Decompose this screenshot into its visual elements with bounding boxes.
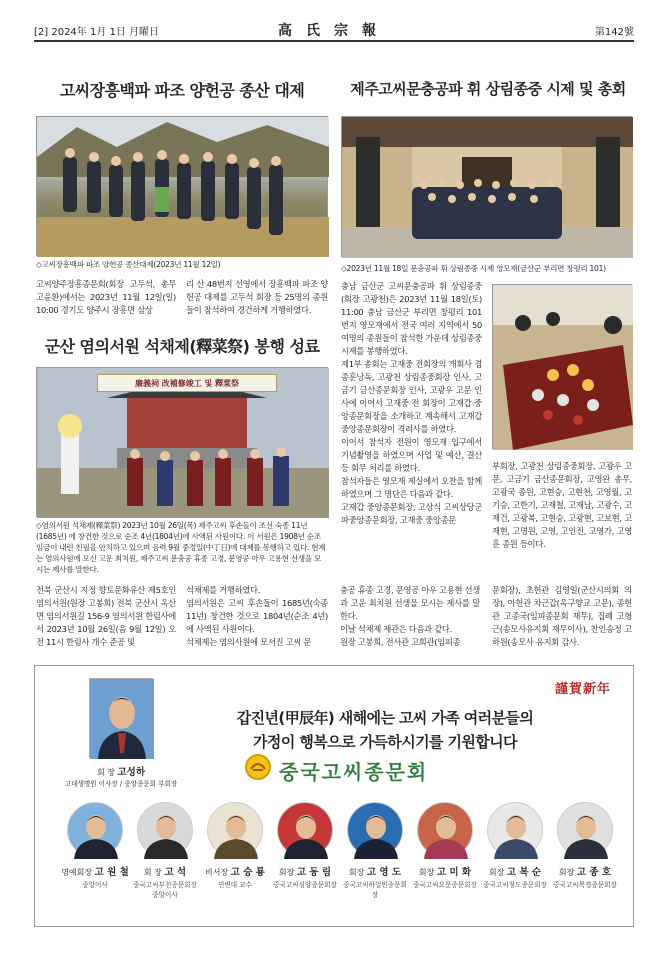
new-year-greeting-ad xyxy=(34,665,634,927)
article2-text-col2: 부회장, 고광천 상림종중회장, 고광우 고문, 고금기 금산종문회장, 고영완 총무, 고광국 종원, 고현승, 고현천, 고영월, 고기승, 고한기, 고재철, 고재남, 고광수, 고재건, 고광복, 고현승, 고광현, 고보현, 고재현, 고명원, 고영, 고인진, 고영가, 고영훈 종원 등이다. xyxy=(492,461,632,549)
member-role: 비서장 xyxy=(205,868,229,877)
article1-photo xyxy=(36,116,328,256)
new-year-seal-text: 謹賀新年 xyxy=(555,682,612,697)
member-name: 고 승 룡 xyxy=(230,867,265,878)
greeting-line2: 가정이 행복으로 가득하시기를 기원합니다 xyxy=(253,733,517,751)
board-member xyxy=(131,802,199,899)
article2-photo xyxy=(341,116,632,257)
board-member xyxy=(201,802,269,889)
member-portrait xyxy=(67,802,123,858)
president-title: 고대생명원 이사장 / 중앙종문회 부회장 xyxy=(64,780,178,788)
member-name: 고 미 화 xyxy=(436,867,472,878)
shrine-group-photo-image xyxy=(342,117,633,258)
article3-photo xyxy=(36,367,328,517)
member-name: 고 복 순 xyxy=(506,867,542,878)
board-member xyxy=(271,802,339,889)
member-portrait xyxy=(207,802,263,858)
issue-date: [2] 2024年 1月 1日 月曜日 xyxy=(34,26,160,38)
member-name: 고 종 호 xyxy=(576,867,612,878)
group-photo-image xyxy=(37,117,329,257)
member-portrait xyxy=(557,802,613,858)
article3-text-col3: 충공 휴종 고경, 문영공 아우 고용현 선생과 고운 최치원 선생을 모시는 제사를 말한다. 이날 석채제 제관은 다음과 같다. 원장 고봉희, 전사관 고희관(임피종 xyxy=(340,585,480,647)
board-member xyxy=(341,802,409,899)
member-name-line xyxy=(481,864,549,878)
paper-name: 高氏宗報 xyxy=(278,23,390,39)
member-name: 고 동 림 xyxy=(296,867,332,878)
article3-title: 군산 염의서원 석채제(釋菜祭) 봉행 성료 xyxy=(44,337,320,356)
member-affiliation: 중국고씨복경종문회장 xyxy=(553,881,617,889)
member-name: 고 석 xyxy=(164,867,187,878)
member-name-line xyxy=(411,864,479,878)
article3-caption: ◇염의서원 석채제(釋菜祭) 2023년 10월 26일(목) 제주고씨 후손들이 조선 숙종 11년(1685년) 에 창건한 것으로 순조 4년(1804년)에 사액된 사원이다. 이 서원은 1908년 순조 임금이 내린 친필을 안치하고 있으며 음력 9월 중정일(中丁日)에 대제를 봉행하고 있다. 현재는 염의사원에 모신 고운 최치원, 제주고씨 문충공 휴종 고경, 문영공 아우 고용현 선생을 모시는 제사를 말한다. xyxy=(36,521,326,574)
member-name: 고 원 철 xyxy=(94,867,129,878)
member-role: 회장 xyxy=(348,868,365,877)
article1-title: 고씨장흥백파 파조 양헌공 종산 대제 xyxy=(59,81,305,100)
member-affiliation: 연변대 교수 xyxy=(218,881,252,889)
member-portrait xyxy=(487,802,543,858)
member-role: 회장 xyxy=(488,868,505,877)
president-photo xyxy=(89,678,153,758)
member-role: 회장 xyxy=(558,868,575,877)
member-role: 명예회장 xyxy=(61,868,93,877)
greeting-headline xyxy=(205,706,565,754)
member-name-line xyxy=(201,864,269,878)
org-name: 중국고씨종문회 xyxy=(279,760,429,784)
member-name-line xyxy=(341,864,409,878)
member-affiliation: 중국고씨심양종문회장 xyxy=(273,881,337,889)
member-portrait xyxy=(417,802,473,858)
article3-text-col4: 문회장), 초헌관 김영일(군산시의회 의장), 아헌관 차근갑(옥구향교 고문), 종헌관 고종국(임피종문회 재무), 집례 고형근(송모사유지회 재무이사), 찬인송정 고하원(송모사 유지회 감사. xyxy=(492,585,632,647)
member-name-line xyxy=(61,864,129,878)
newspaper-header xyxy=(34,20,634,42)
member-name-line xyxy=(551,864,619,878)
board-member xyxy=(551,802,619,889)
portrait-image xyxy=(90,679,154,759)
article2-caption: ◇2023년 11월 18일 문충공파 휘 상림종중 시제 영모재(금산군 부리면 창평리 101) xyxy=(341,264,606,273)
member-role: 회장 xyxy=(418,868,435,877)
ancestral-rite-table-image xyxy=(493,285,633,450)
board-member xyxy=(411,802,479,889)
member-affiliation: 중국고씨부천종문회장 중앙이사 xyxy=(133,881,197,899)
article1-caption: ◇고씨장흥백파 파조 양헌공 종산대제(2023년 11월 12일) xyxy=(36,260,221,269)
member-portrait xyxy=(137,802,193,858)
president-label xyxy=(65,764,177,778)
member-portrait xyxy=(277,802,333,858)
member-role: 회장 xyxy=(278,868,295,877)
article1-text-col1: 고씨양주장흥종문회(회장 고두석, 총무 고윤환)에서는 2023년 11월 12일(일) 10:00 경기도 양주시 장흥면 삼상 xyxy=(36,279,176,315)
article2-text-col1: 충남 금산군 고씨문충공파 휘 상림종중(회장 고광천)은 2023년 11월 18일(토) 11:00 충남 금산군 부리면 창평리 101번지 영모재에서 전국 여러 지역에서 50여명의 종원들이 참석한 가운데 상림종중 시제를 봉행하였다. 제1부 총회는 고재중 전회장의 개회사 겸 종훈낭독, 고광천 상림종중회장 인사, 고금기 금산종문회장 인사, 고광우 고문 인사에 이어서 고재중 전 회장이 고재갑 중앙종문회장을 소개하고 계속해서 고재갑 중앙종문회장이 격려사를 하였다. 이어서 참석자 전원이 영모재 입구에서 기념촬영을 하였으며 사업 및 예산, 결산 등 회무 처리를 하였다. 참석자들은 영모재 제실에서 오찬을 함께 하였으며 그 명단은 다음과 같다. 고재갑 중앙종문회장, 고상식 고씨상당군파중앙종문회장, 고재중 중앙종문 xyxy=(341,281,482,525)
article2-title: 제주고씨문충공파 휘 상림종중 시제 및 총회 xyxy=(350,80,626,98)
member-role: 회 장 xyxy=(143,868,162,877)
org-logo-icon xyxy=(245,754,271,780)
board-member xyxy=(481,802,549,889)
article2-offering-photo xyxy=(492,284,632,449)
member-name-line xyxy=(131,864,199,878)
article3-text-col2: 석채제를 거행하였다. 염의서원은 고씨 후손들이 1685년(숙종 11년) 창건한 것으로 1804년(순조 4년)에 사액된 사원이다. 석채제는 염의사원에 모셔진 고씨 문 xyxy=(186,585,328,647)
member-portrait xyxy=(347,802,403,858)
president-name: 고성하 xyxy=(117,767,146,778)
member-affiliation: 중국고씨청도종문회장 xyxy=(483,881,547,889)
article1-text-col2: 리 산 48번지 선영에서 장흥백파 파조 양헌공 대제를 고두석 회장 등 25명의 종원들이 참석하여 경건하게 거행하였다. xyxy=(186,279,328,315)
member-affiliation: 중국고씨요문종문회장 xyxy=(413,881,477,889)
issue-number: 第142號 xyxy=(594,26,634,38)
ceremony-banner: 廉義祠 改補修竣工 및 釋菜祭 xyxy=(97,374,277,392)
member-name: 고 영 도 xyxy=(366,867,402,878)
board-member xyxy=(61,802,129,889)
president-role: 회 장 xyxy=(96,768,115,777)
greeting-line1: 갑진년(甲辰年) 새해에는 고씨 가족 여러분들의 xyxy=(236,709,534,727)
member-affiliation: 중앙이사 xyxy=(82,881,108,889)
member-name-line xyxy=(271,864,339,878)
member-affiliation: 중국고씨하얼빈종문회장 xyxy=(343,881,407,899)
article3-text-col1: 전북 군산시 지정 향토문화유산 제5호인 염의서원(원장 고봉희) 전북 군산시 옥산면 염의서원길 156-9 염의서원 한림사에서 2023년 10월 26일(음 9월 12일) 오전 11시 한림사 개수 준공 및 xyxy=(36,585,176,647)
